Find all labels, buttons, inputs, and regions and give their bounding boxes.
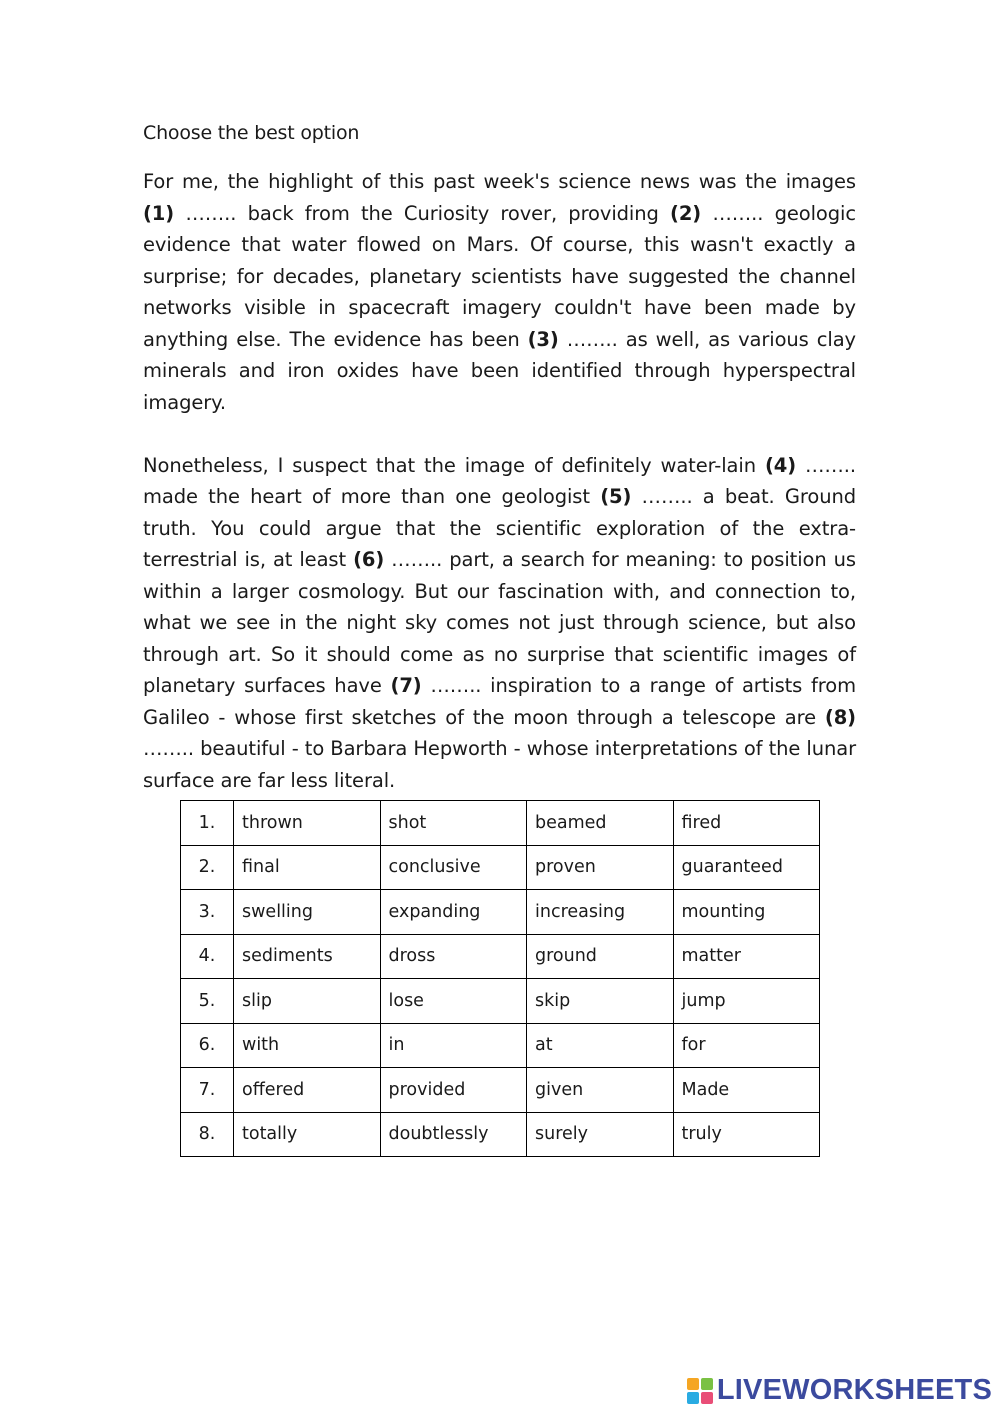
passage-text: For me, the highlight of this past week's science news was the images <box>143 170 856 193</box>
gap-number: (4) <box>764 453 797 477</box>
option-cell: mounting <box>673 890 820 935</box>
table-row <box>181 1112 820 1157</box>
option-cell: conclusive <box>380 845 527 890</box>
passage-text: Nonetheless, I suspect that the image of definitely water-lain <box>143 453 765 477</box>
passage-text: …….. beautiful - to Barbara Hepworth - whose interpretations of the lunar surface are far less literal. <box>143 737 856 792</box>
options-table <box>180 800 820 1157</box>
passage-text: …….. as well, as various clay minerals and iron oxides have been identified through hyperspectral imagery. <box>143 327 856 414</box>
question-number: 1. <box>181 801 234 846</box>
option-cell: final <box>234 845 381 890</box>
passage-text: …….. made the heart of more than one geologist <box>143 453 856 508</box>
passage-text: …….. back from the Curiosity rover, providing <box>174 201 671 225</box>
option-cell: for <box>673 1023 820 1068</box>
question-number: 2. <box>181 845 234 890</box>
passage-text: …….. geologic evidence that water flowed on Mars. Of course, this wasn't exactly a surprise; for decades, planetary scientists have suggested the channel networks visible in spacecraft imagery couldn't have been made by anything else. The evidence has been <box>143 201 856 351</box>
table-row <box>181 845 820 890</box>
gap-number: (1) <box>143 201 175 225</box>
passage-paragraph-2 <box>143 450 856 797</box>
question-number: 4. <box>181 934 234 979</box>
option-cell: surely <box>527 1112 674 1157</box>
option-cell: proven <box>527 845 674 890</box>
question-number: 5. <box>181 979 234 1024</box>
option-cell: sediments <box>234 934 381 979</box>
brand-name: LIVEWORKSHEETS <box>716 1374 992 1406</box>
table-row <box>181 1068 820 1113</box>
option-cell: totally <box>234 1112 381 1157</box>
question-number: 6. <box>181 1023 234 1068</box>
option-cell: matter <box>673 934 820 979</box>
option-cell: beamed <box>527 801 674 846</box>
gap-number: (5) <box>600 485 632 508</box>
gap-number: (6) <box>353 548 385 571</box>
option-cell: provided <box>380 1068 527 1113</box>
option-cell: jump <box>673 979 820 1024</box>
logo-icon <box>687 1378 713 1404</box>
page-title: Choose the best option <box>143 122 360 144</box>
question-number: 8. <box>181 1112 234 1157</box>
table-row <box>181 890 820 935</box>
option-cell: increasing <box>527 890 674 935</box>
option-cell: lose <box>380 979 527 1024</box>
table-row <box>181 801 820 846</box>
option-cell: given <box>527 1068 674 1113</box>
option-cell: truly <box>673 1112 820 1157</box>
option-cell: guaranteed <box>673 845 820 890</box>
option-cell: skip <box>527 979 674 1024</box>
passage-text: …….. a beat. Ground truth. You could argue that the scientific exploration of the extra-terrestrial is, at least <box>143 485 856 571</box>
option-cell: at <box>527 1023 674 1068</box>
gap-number: (8) <box>824 705 856 729</box>
worksheet-content <box>143 118 856 796</box>
passage-text: …….. inspiration to a range of artists from Galileo - whose first sketches of the moon through a telescope are <box>143 674 856 729</box>
table-row <box>181 934 820 979</box>
option-cell: doubtlessly <box>380 1112 527 1157</box>
gap-number: (3) <box>527 327 559 351</box>
table-row <box>181 979 820 1024</box>
option-cell: with <box>234 1023 381 1068</box>
gap-number: (7) <box>390 674 422 697</box>
option-cell: in <box>380 1023 527 1068</box>
liveworksheets-logo <box>687 1374 992 1407</box>
option-cell: offered <box>234 1068 381 1113</box>
gap-number: (2) <box>670 201 702 225</box>
option-cell: Made <box>673 1068 820 1113</box>
option-cell: ground <box>527 934 674 979</box>
table-row <box>181 1023 820 1068</box>
passage-text: …….. part, a search for meaning: to position us within a larger cosmology. But our fascination with, and connection to, what we see in the night sky comes not just through science, but also through art. So it should come as no surprise that scientific images of planetary surfaces have <box>143 548 856 697</box>
option-cell: slip <box>234 979 381 1024</box>
option-cell: shot <box>380 801 527 846</box>
option-cell: dross <box>380 934 527 979</box>
question-number: 7. <box>181 1068 234 1113</box>
question-number: 3. <box>181 890 234 935</box>
option-cell: swelling <box>234 890 381 935</box>
passage-paragraph-1 <box>143 166 856 418</box>
option-cell: expanding <box>380 890 527 935</box>
option-cell: fired <box>673 801 820 846</box>
option-cell: thrown <box>234 801 381 846</box>
